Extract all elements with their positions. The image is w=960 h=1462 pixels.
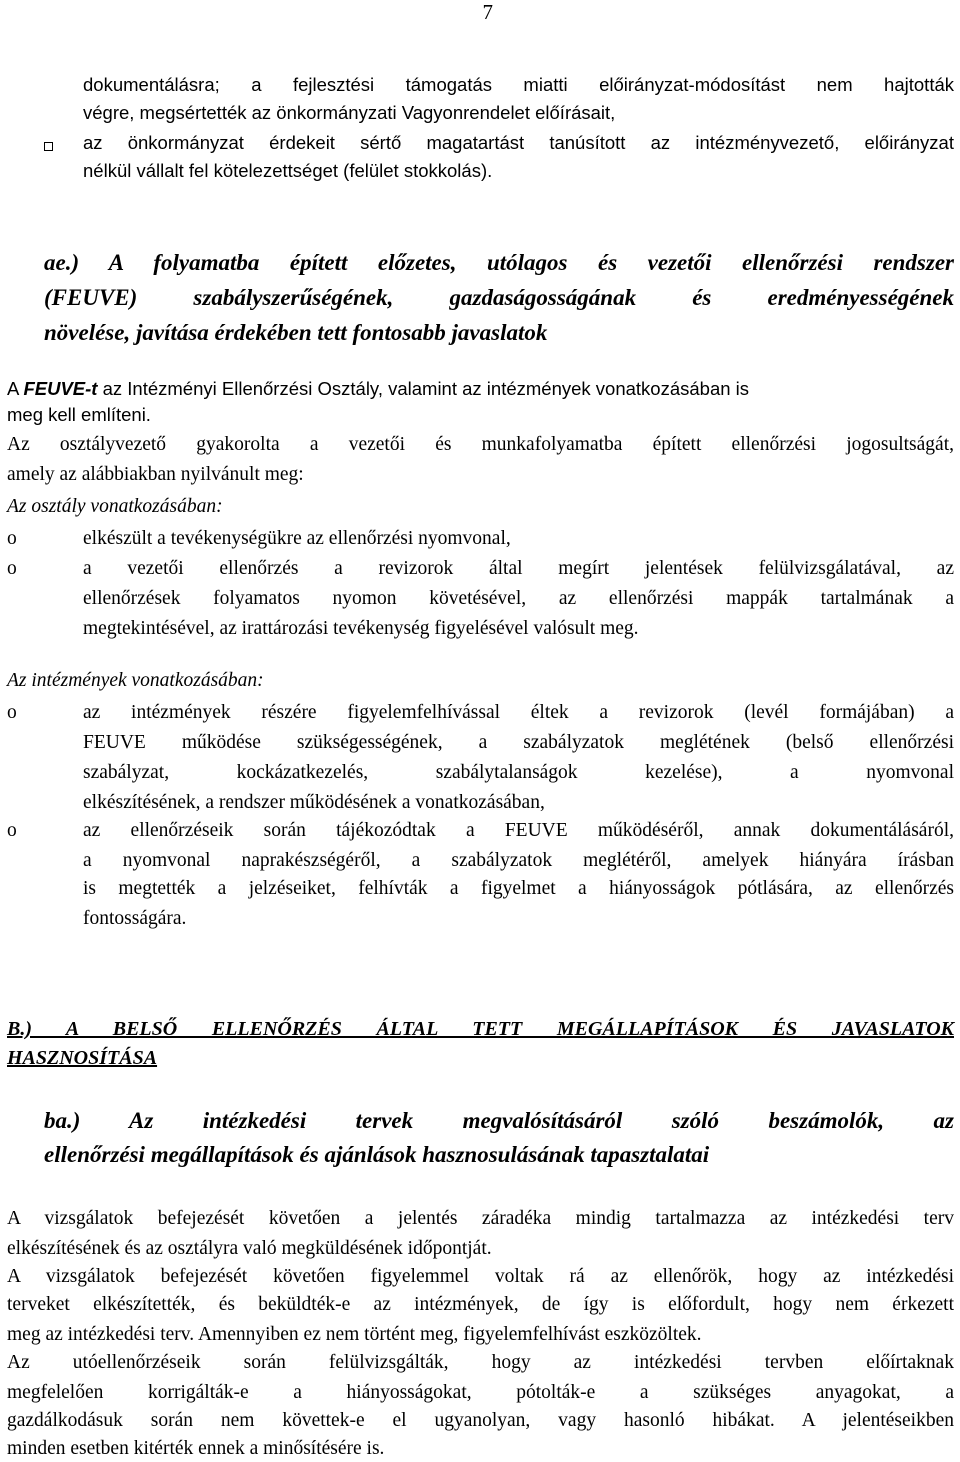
sub2-item-2-line-3: is megtették a jelzéseiket, felhívták a figyelmet a hiányosságok pótlására, az ellenőrzés bbox=[83, 878, 954, 899]
list-bullet-icon: o bbox=[7, 820, 17, 841]
list-bullet-icon: o bbox=[7, 558, 17, 579]
bullet-line-2: nélkül vállalt fel kötelezettséget (felület stokkolás). bbox=[83, 160, 493, 181]
ba-p2-line-1: A vizsgálatok befejezését követően figyelemmel voltak rá az ellenőrök, hogy az intézkedési bbox=[7, 1266, 954, 1287]
feuve-paragraph-line-2: meg kell említeni. bbox=[7, 404, 151, 425]
sub1-item-2-line-3: megtekintésével, az irattározási tevékenység figyelésével valósult meg. bbox=[83, 618, 639, 639]
list-bullet-icon: o bbox=[7, 702, 17, 723]
sub2-item-1-line-2: FEUVE működése szükségességének, a szabályzatok meglétének (belső ellenőrzési bbox=[83, 732, 954, 753]
sub2-item-2-line-1: az ellenőrzéseik során tájékozódtak a FEUVE működéséről, annak dokumentálásáról, bbox=[83, 820, 954, 841]
p1-rest: az Intézményi Ellenőrzési Osztály, valamint az intézmények vonatkozásában is bbox=[97, 378, 750, 399]
ba-p1-line-1: A vizsgálatok befejezését követően a jelentés záradéka mindig tartalmazza az intézkedési terv bbox=[7, 1208, 954, 1229]
sub1-item-1-line-1: elkészült a tevékenységükre az ellenőrzési nyomvonal, bbox=[83, 528, 511, 549]
list-bullet-icon: o bbox=[7, 528, 17, 549]
feuve-paragraph-line-1 bbox=[7, 376, 954, 402]
p2-line-2: amely az alábbiakban nyilvánult meg: bbox=[7, 464, 304, 485]
sub2-item-2-line-4: fontosságára. bbox=[83, 908, 187, 929]
ba-p3-line-4: minden esetben kitérték ennek a minősítésére is. bbox=[7, 1438, 385, 1459]
ba-p2-line-2: terveket elkészítették, és beküldték-e az intézmények, de így is előfordult, hogy nem érkezett bbox=[7, 1294, 954, 1315]
sub1-label: Az osztály vonatkozásában: bbox=[7, 496, 223, 517]
section-b-heading-line-2: HASZNOSÍTÁSA bbox=[7, 1047, 158, 1069]
ba-p3-line-2: megfelelően korrigálták-e a hiányosságokat, pótolták-e a szükséges anyagokat, a bbox=[7, 1382, 954, 1403]
p1-bold: FEUVE-t bbox=[23, 378, 98, 399]
ba-p2-line-3: meg az intézkedési terv. Amennyiben ez nem történt meg, figyelemfelhívást eszközöltek. bbox=[7, 1324, 702, 1345]
sub2-label: Az intézmények vonatkozásában: bbox=[7, 670, 264, 691]
sub2-item-1-line-1: az intézmények részére figyelemfelhívással éltek a revizorok (levél formájában) a bbox=[83, 702, 954, 723]
section-b-heading-line-1: B.) A BELSŐ ELLENŐRZÉS ÁLTAL TETT MEGÁLLAPÍTÁSOK ÉS JAVASLATOK bbox=[7, 1018, 954, 1040]
sub2-item-1-line-4: elkészítésének, a rendszer működésének a vonatkozásában, bbox=[83, 792, 545, 813]
sub2-item-1-line-3: szabályzat, kockázatkezelés, szabálytalanságok kezelése), a nyomvonal bbox=[83, 762, 954, 783]
ba-p3-line-3: gazdálkodásuk során nem követtek-e el ugyanolyan, vagy hasonló hibákat. A jelentéseikben bbox=[7, 1410, 954, 1431]
section-ae-heading-line-1: ae.) A folyamatba épített előzetes, utólagos és vezetői ellenőrzési rendszer bbox=[44, 250, 954, 275]
continuation-line-1: dokumentálásra; a fejlesztési támogatás miatti előirányzat-módosítást nem hajtották bbox=[83, 74, 954, 95]
section-ae-heading-line-3: növelése, javítása érdekében tett fontosabb javaslatok bbox=[44, 320, 548, 345]
sub1-item-2-line-1: a vezetői ellenőrzés a revizorok által megírt jelentések felülvizsgálatával, az bbox=[83, 558, 954, 579]
continuation-line-2: végre, megsértették az önkormányzati Vagyonrendelet előírásait, bbox=[83, 102, 616, 123]
ba-p1-line-2: elkészítésének és az osztályra való megküldésének időpontját. bbox=[7, 1238, 492, 1259]
sub2-item-2-line-2: a nyomvonal naprakészségéről, a szabályzatok meglétéről, amelyek hiányára írásban bbox=[83, 850, 954, 871]
sub1-item-2-line-2: ellenőrzések folyamatos nyomon követésével, az ellenőrzési mappák tartalmának a bbox=[83, 588, 954, 609]
page-number: 7 bbox=[482, 0, 493, 24]
section-ba-heading-line-2: ellenőrzési megállapítások és ajánlások hasznosulásának tapasztalatai bbox=[44, 1142, 710, 1167]
p2-line-1: Az osztályvezető gyakorolta a vezetői és munkafolyamatba épített ellenőrzési jogosultságát, bbox=[7, 434, 954, 455]
bullet-line-1: az önkormányzat érdekeit sértő magatartást tanúsított az intézményvezető, előirányzat bbox=[83, 132, 954, 153]
checkbox-bullet-icon bbox=[44, 142, 53, 151]
p1-prefix: A bbox=[7, 378, 24, 399]
ba-p3-line-1: Az utóellenőrzéseik során felülvizsgálták, hogy az intézkedési tervben előírtaknak bbox=[7, 1352, 954, 1373]
section-ba-heading-line-1: ba.) Az intézkedési tervek megvalósításáról szóló beszámolók, az bbox=[44, 1108, 954, 1133]
section-ae-heading-line-2: (FEUVE) szabályszerűségének, gazdaságosságának és eredményességének bbox=[44, 285, 954, 310]
